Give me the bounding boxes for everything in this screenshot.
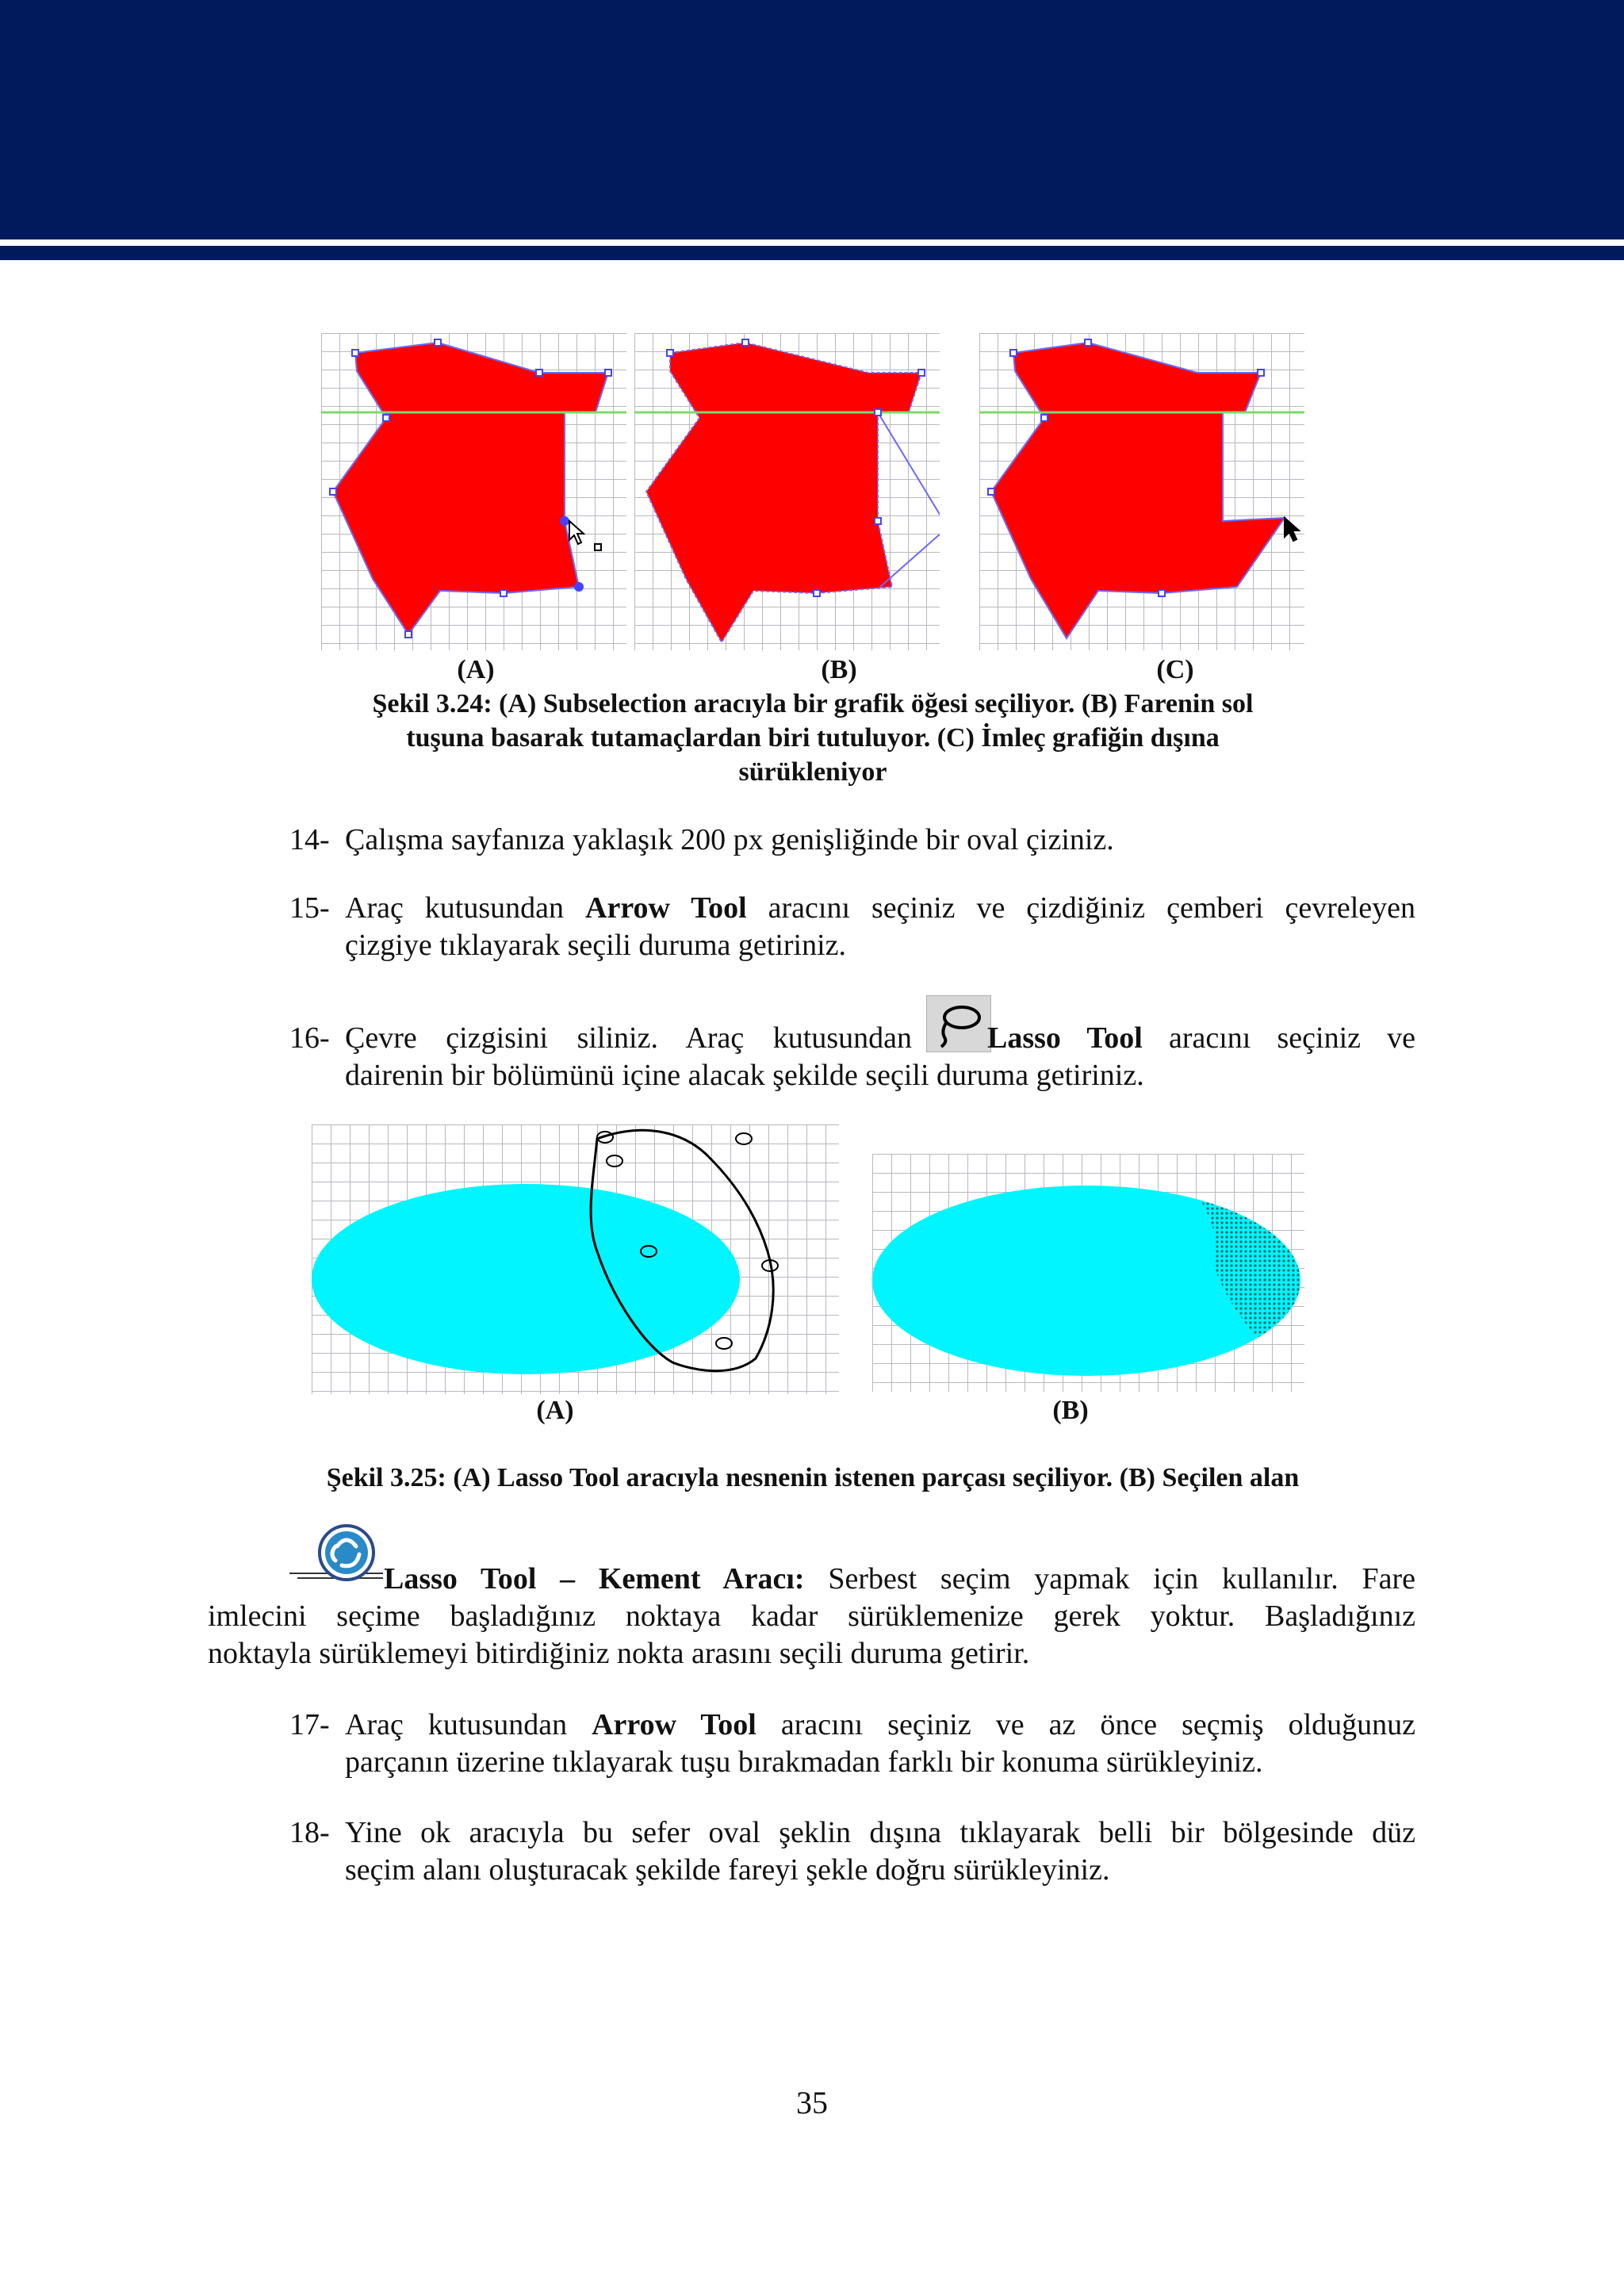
figure-325-label-a: (A): [536, 1396, 574, 1425]
step-16-line-2: dairenin bir bölümünü içine alacak şekilde seçili duruma getiriniz.: [345, 1059, 1144, 1092]
step-15-number: 15-: [289, 891, 330, 925]
page-number: 35: [796, 2085, 828, 2121]
step-18-line-2: seçim alanı oluşturacak şekilde fareyi şekle doğru sürükleyiniz.: [345, 1853, 1110, 1887]
arrow-tool-term: Arrow Tool: [585, 891, 747, 925]
lasso-tool-term: Lasso Tool: [987, 1021, 1143, 1055]
figure-324-caption-line-2: tuşuna basarak tutamaçlardan biri tutuluyor. (C) İmleç grafiğin dışına: [406, 723, 1220, 753]
step-14-text: Çalışma sayfanıza yaklaşık 200 px genişliğinde bir oval çiziniz.: [345, 823, 1114, 856]
note-line-3: noktayla sürüklemeyi bitirdiğiniz nokta arasını seçili duruma getirir.: [208, 1637, 1030, 1670]
figure-324-label-b: (B): [821, 655, 857, 684]
step-17-line-2: parçanın üzerine tıklayarak tuşu bırakmadan farklı bir konuma sürükleyiniz.: [345, 1745, 1263, 1779]
figure-325-caption: Şekil 3.25: (A) Lasso Tool aracıyla nesnenin istenen parçası seçiliyor. (B) Seçilen alan: [326, 1463, 1300, 1492]
header-band: [0, 0, 1624, 239]
figure-324-caption-line-3: sürükleniyor: [738, 757, 887, 787]
figure-324-panel-a: [321, 333, 626, 650]
figure-324-caption-line-1: Şekil 3.24: (A) Subselection aracıyla bir grafik öğesi seçiliyor. (B) Farenin sol: [372, 689, 1254, 718]
note-line-2: imlecini seçime başladığınız noktaya kadar sürüklemenize gerek yoktur. Başladığınız: [208, 1599, 1415, 1633]
step-15-line-1: Araç kutusundan Arrow Tool aracını seçiniz ve çizdiğiniz çemberi çevreleyen: [345, 891, 1416, 925]
header-divider: [0, 239, 1624, 246]
arrow-tool-term-2: Arrow Tool: [592, 1708, 756, 1741]
step-14-number: 14-: [289, 823, 330, 856]
step-17-line-1: Araç kutusundan Arrow Tool aracını seçiniz ve az önce seçmiş olduğunuz: [345, 1708, 1416, 1741]
step-17-number: 17-: [289, 1708, 330, 1741]
figure-324-label-a: (A): [457, 655, 495, 684]
note-block: [208, 1561, 1415, 1672]
note-title: Lasso Tool – Kement Aracı:: [384, 1562, 805, 1596]
step-18-line-1: Yine ok aracıyla bu sefer oval şeklin dışına tıklayarak belli bir bölgesinde düz: [345, 1816, 1415, 1849]
figure-324-label-c: (C): [1156, 655, 1194, 684]
step-18-number: 18-: [289, 1816, 330, 1849]
figure-325-panel-a: [312, 1124, 839, 1394]
figure-325-panel-b: [872, 1154, 1304, 1392]
header-stripe: [0, 246, 1624, 260]
step-15-line-2: çizgiye tıklayarak seçili duruma getiriniz.: [345, 929, 847, 962]
step-16-number: 16-: [289, 1021, 330, 1055]
figure-324-caption: [301, 687, 1324, 789]
figure-324-panel-b: [634, 333, 940, 650]
figure-325-label-b: (B): [1052, 1396, 1089, 1425]
note-line-1: Lasso Tool – Kement Aracı: Serbest seçim yapmak için kullanılır. Fare: [384, 1562, 1415, 1596]
step-16-line-1: Çevre çizgisini siliniz. Araç kutusundan Lasso Tool aracını seçiniz ve: [345, 1021, 1416, 1055]
figure-324-panel-c: [979, 333, 1304, 650]
